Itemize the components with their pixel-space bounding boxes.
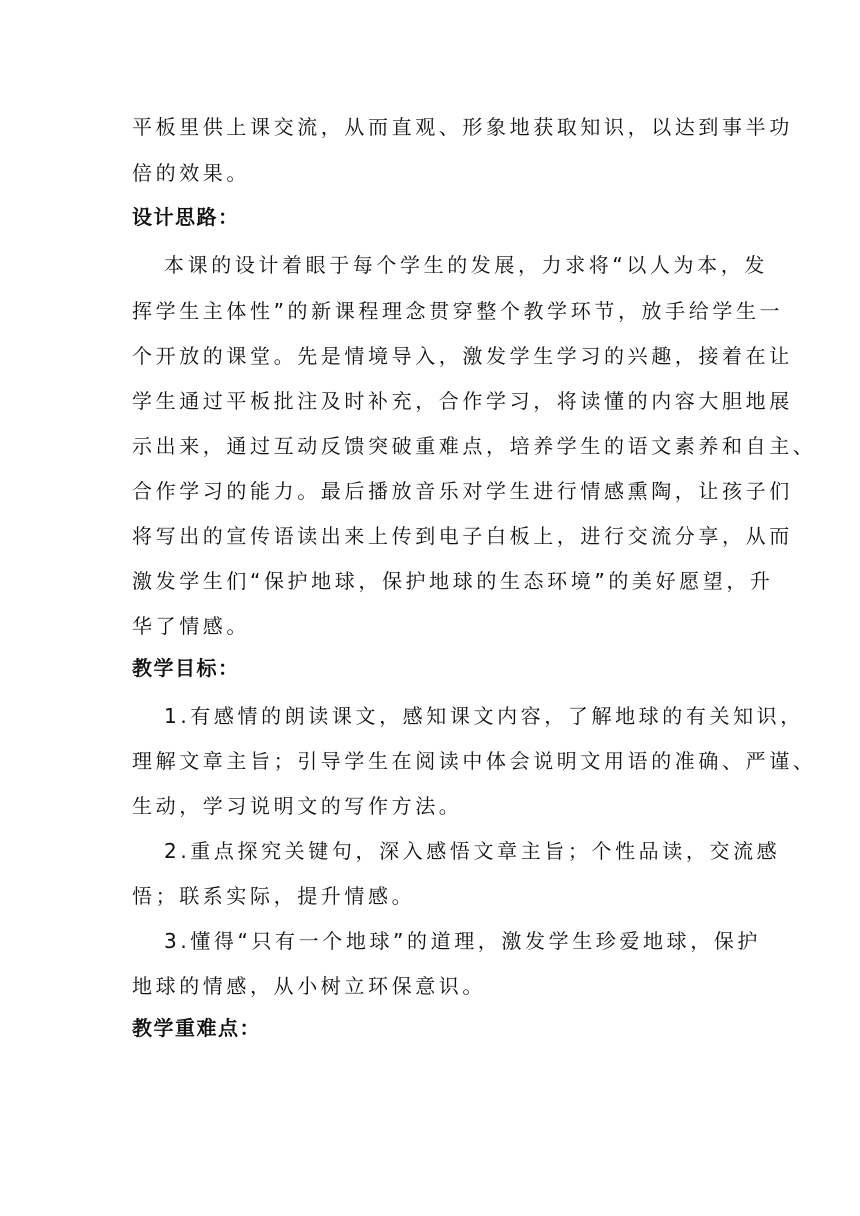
paragraph-line: 平板里供上课交流，从而直观、形象地获取知识，以达到事半功 [132, 115, 793, 139]
paragraph-line: 学生通过平板批注及时补充，合作学习，将读懂的内容大胆地展 [132, 389, 793, 413]
paragraph-line: 本课的设计着眼于每个学生的发展，力求将“以人为本，发 [164, 253, 768, 277]
paragraph-line: 合作学习的能力。最后播放音乐对学生进行情感熏陶，让孩子们 [132, 479, 793, 503]
paragraph-line: 示出来，通过互动反馈突破重难点，培养学生的语文素养和自主、 [132, 434, 817, 458]
paragraph-line: 悟；联系实际，提升情感。 [132, 884, 416, 908]
paragraph-line: 1.有感情的朗读课文，感知课文内容，了解地球的有关知识， [164, 704, 804, 728]
paragraph-line: 生动，学习说明文的写作方法。 [132, 794, 463, 818]
paragraph-line: 个开放的课堂。先是情境导入，激发学生学习的兴趣，接着在让 [132, 344, 793, 368]
section-heading-design: 设计思路： [132, 205, 240, 229]
paragraph-line: 2.重点探究关键句，深入感悟文章主旨；个性品读，交流感 [164, 839, 781, 863]
paragraph-line: 激发学生们“保护地球，保护地球的生态环境”的美好愿望，升 [132, 569, 774, 593]
section-heading-goals: 教学目标： [132, 656, 240, 680]
paragraph-line: 地球的情感，从小树立环保意识。 [132, 974, 486, 998]
paragraph-line: 3.懂得“只有一个地球”的道理，激发学生珍爱地球，保护 [164, 929, 762, 953]
paragraph-line: 理解文章主旨；引导学生在阅读中体会说明文用语的准确、严谨、 [132, 749, 817, 773]
paragraph-line: 将写出的宣传语读出来上传到电子白板上，进行交流分享，从而 [132, 524, 793, 548]
paragraph-line: 倍的效果。 [132, 161, 250, 185]
paragraph-line: 挥学生主体性”的新课程理念贯穿整个教学环节，放手给学生一 [132, 299, 784, 323]
section-heading-key-points: 教学重难点： [132, 1016, 261, 1040]
paragraph-line: 华了情感。 [132, 614, 250, 638]
